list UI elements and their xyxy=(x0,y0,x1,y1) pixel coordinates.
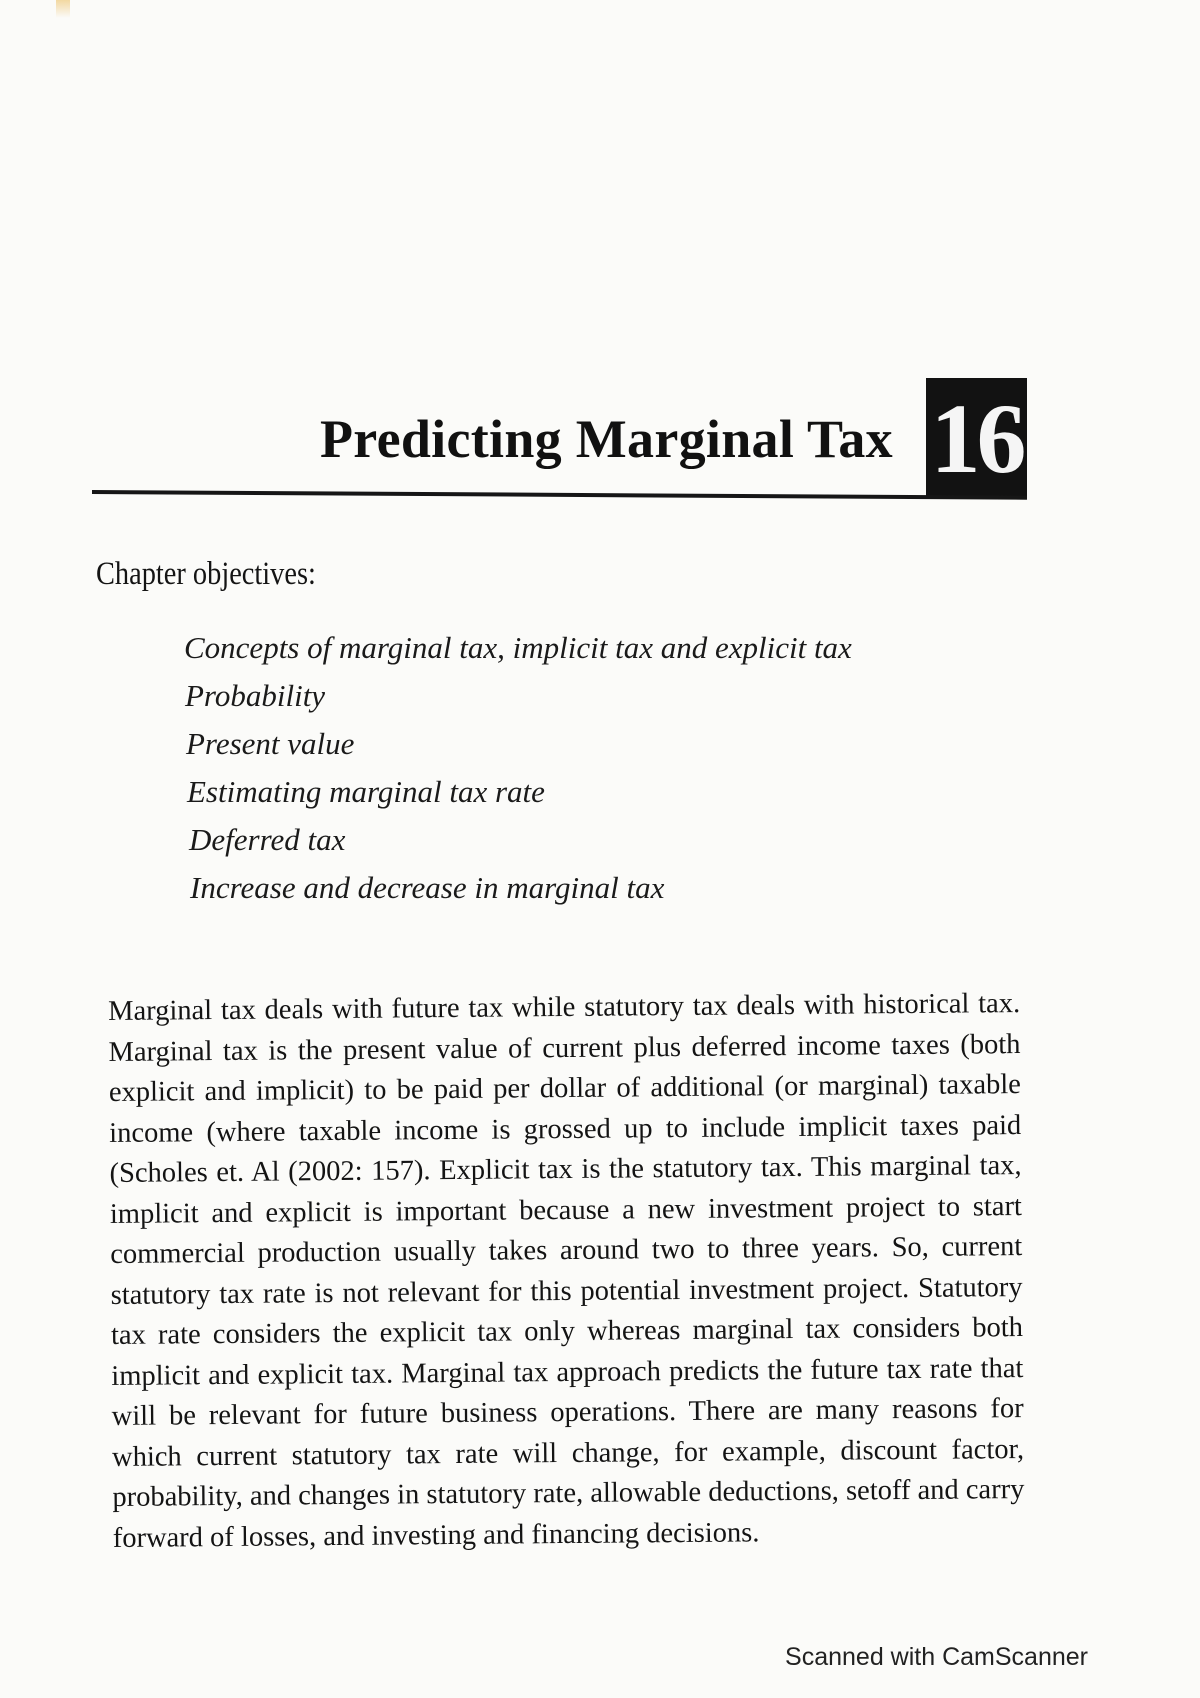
objective-item: Estimating marginal tax rate xyxy=(187,774,545,809)
objectives-heading: Chapter objectives: xyxy=(96,556,316,592)
title-rule xyxy=(92,490,1027,500)
objective-item: Probability xyxy=(185,678,326,713)
objective-item: Increase and decrease in marginal tax xyxy=(190,870,665,905)
body-paragraph: Marginal tax deals with future tax while statutory tax deals with historical tax. Marginal tax is the present value of current plus deferred income taxes (both explicit and implicit) to be paid per dollar of additional (or marginal) taxable income (where taxable income is grossed up to include implicit taxes paid (Scholes et. Al (2002: 157). Explicit tax is the statutory tax. This marginal tax, implicit and explicit is important because a new investment project to start commercial production usually takes around two to three years. So, current statutory tax rate is not relevant for this potential investment project. Statutory tax rate considers the explicit tax only whereas marginal tax considers both implicit and explicit tax. Marginal tax approach predicts the future tax rate that will be relevant for future business operations. There are many reasons for which current statutory tax rate will change, for example, discount factor, probability, and changes in statutory rate, allowable deductions, setoff and carry forward of losses, and investing and financing decisions. xyxy=(108,988,1025,1554)
scanner-watermark: Scanned with CamScanner xyxy=(785,1643,1088,1671)
chapter-title: Predicting Marginal Tax xyxy=(320,409,893,469)
objective-item: Deferred tax xyxy=(189,822,346,857)
objective-item: Present value xyxy=(186,726,355,761)
objectives-list xyxy=(184,624,852,912)
page-corner-mark xyxy=(56,0,70,18)
objective-item: Concepts of marginal tax, implicit tax and explicit tax xyxy=(184,630,852,665)
chapter-number-badge: 16 xyxy=(926,378,1027,499)
